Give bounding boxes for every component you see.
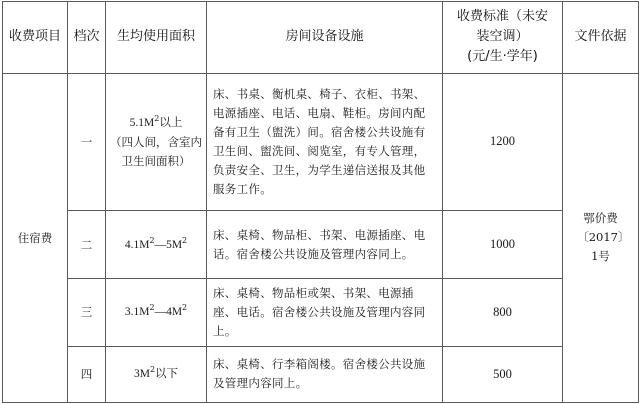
grade-cell: 二 xyxy=(68,211,106,279)
area-superscript: 2 xyxy=(182,235,188,245)
area-cell xyxy=(106,278,207,346)
grade-cell: 一 xyxy=(68,73,106,210)
table-row xyxy=(3,346,639,402)
price-cell: 1000 xyxy=(443,211,563,279)
area-number: 5.1M xyxy=(129,116,155,129)
facilities-cell: 床、桌椅、物品柜、书架、电源插座、电话。宿舍楼公共设施及管理内容同上。 xyxy=(207,211,443,279)
header-row xyxy=(3,2,639,74)
grade-cell: 三 xyxy=(68,278,106,346)
area-range-end: —5M xyxy=(154,238,183,251)
area-range-end: —4M xyxy=(154,306,183,319)
header-standard xyxy=(443,2,563,74)
header-fee-item: 收费项目 xyxy=(3,2,68,74)
grade-cell: 四 xyxy=(68,346,106,402)
price-cell: 1200 xyxy=(443,73,563,210)
area-cell xyxy=(106,211,207,279)
price-cell: 500 xyxy=(443,346,563,402)
header-standard-line1: 收费标准（未安 xyxy=(456,9,548,25)
area-number: 3M xyxy=(133,368,150,381)
header-standard-line2: 装空调） xyxy=(476,29,529,45)
area-superscript: 2 xyxy=(149,303,155,313)
area-number: 4.1M xyxy=(124,238,150,251)
header-facilities: 房间设备设施 xyxy=(207,2,443,74)
table-row xyxy=(3,278,639,346)
area-suffix: 以下 xyxy=(155,366,179,381)
facilities-cell: 床、桌椅、物品柜或架、书架、电源插座、电话。宿舍楼公共设施及管理内容同上。 xyxy=(207,278,443,346)
fee-standard-table xyxy=(2,1,639,403)
table-row xyxy=(3,73,639,210)
basis-cell: 鄂价费〔2017〕1号 xyxy=(563,73,639,402)
area-suffix: 以上 xyxy=(159,114,183,129)
area-superscript: 2 xyxy=(154,114,160,124)
area-number: 3.1M xyxy=(124,306,150,319)
facilities-cell: 床、桌椅、行李箱阁楼。宿舍楼公共设施及管理内容同上。 xyxy=(207,346,443,402)
header-standard-line3: (元/生·学年) xyxy=(467,49,538,65)
area-superscript: 2 xyxy=(149,235,155,245)
header-area: 生均使用面积 xyxy=(106,2,207,74)
area-superscript: 2 xyxy=(182,303,188,313)
area-cell xyxy=(106,73,207,210)
area-value xyxy=(110,113,202,133)
area-cell xyxy=(106,346,207,402)
header-grade: 档次 xyxy=(68,2,106,74)
header-basis: 文件依据 xyxy=(563,2,639,74)
table-row xyxy=(3,211,639,279)
fee-item-cell: 住宿费 xyxy=(3,73,68,402)
area-superscript: 2 xyxy=(149,365,156,375)
area-note: （四人间，含室内卫生间面积） xyxy=(110,134,202,168)
price-cell: 800 xyxy=(443,278,563,346)
facilities-cell: 床、书桌、衡机桌、椅子、衣柜、书架、电源插座、电话、电扇、鞋柜。房间内配备有卫生（盥洗）间。宿舍楼公共设施有卫生间、盥洗间、阅览室，有专人管理，负责安全、卫生，为学生递信送报及其他服务工作。 xyxy=(207,73,443,210)
